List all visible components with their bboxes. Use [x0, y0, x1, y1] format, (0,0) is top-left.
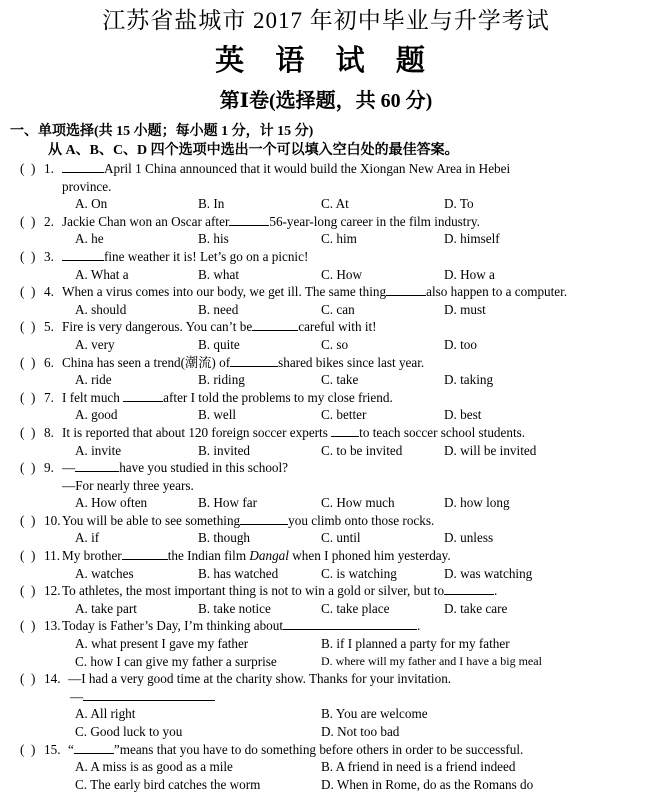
question-11: [20, 547, 648, 582]
question-text: when I phoned him yesterday.: [288, 548, 451, 564]
answer-paren: ( ): [20, 213, 36, 229]
option-d: D. how long: [444, 495, 510, 511]
option-a: A. watches: [75, 565, 134, 581]
option-a: A. invite: [75, 442, 122, 458]
option-a: A. what present I gave my father: [75, 636, 249, 652]
question-12: [20, 582, 648, 617]
option-d: D. best: [444, 407, 482, 423]
option-a: A. How often: [75, 495, 148, 511]
question-2: [20, 213, 648, 248]
option-c: C. take: [321, 372, 359, 388]
question-text: careful with it!: [298, 319, 377, 335]
question-3: [20, 248, 648, 283]
question-text: April 1 China announced that it would build the Xiongan New Area in Hebei: [104, 161, 511, 176]
question-text-continued: —For nearly three years.: [62, 477, 194, 493]
option-d: D. Not too bad: [321, 724, 400, 739]
option-a: A. A miss is as good as a mile: [75, 759, 233, 775]
question-text: It is reported that about 120 foreign soccer experts: [62, 424, 328, 440]
answer-blank: [123, 389, 163, 402]
question-number: 7.: [44, 389, 54, 405]
option-b: B. what: [198, 266, 240, 282]
question-text: you climb onto those rocks.: [288, 512, 435, 528]
question-text: ”means that you have to do something before others in order to be successful.: [113, 741, 524, 757]
option-b: B. need: [198, 301, 239, 317]
question-text: Today is Father’s Day, I’m thinking about: [62, 618, 284, 634]
question-number: 8.: [44, 424, 54, 440]
option-c: C. how I can give my father a surprise: [75, 653, 277, 669]
answer-blank: [75, 459, 119, 472]
option-b: B. You are welcome: [321, 706, 428, 722]
question-text: .: [417, 618, 421, 634]
option-b: B. A friend in need is a friend indeed: [321, 759, 516, 775]
answer-blank: [331, 424, 359, 437]
option-d: D. unless: [444, 530, 494, 546]
option-d: D. too: [444, 336, 477, 352]
film-title: Dangal: [249, 548, 289, 564]
question-number: 1.: [44, 161, 54, 176]
question-text-continued: province.: [62, 178, 112, 194]
question-text: —I had a very good time at the charity show. Thanks for your invitation.: [68, 671, 452, 687]
option-a: A. What a: [75, 266, 129, 282]
question-text: My brother: [62, 548, 122, 564]
question-text: shared bikes since last year.: [278, 354, 425, 370]
answer-blank: [252, 318, 298, 331]
option-c: C. How: [321, 266, 363, 282]
answer-blank: [386, 283, 426, 296]
answer-paren: ( ): [20, 460, 36, 476]
answer-paren: ( ): [20, 548, 36, 564]
option-c: C. better: [321, 407, 367, 423]
answer-paren: ( ): [20, 319, 36, 335]
section-heading: 一、单项选择(共 15 小题；每小题 1 分，计 15 分): [10, 124, 314, 139]
answer-paren: ( ): [20, 284, 36, 300]
answer-paren: ( ): [20, 354, 36, 370]
question-text: after I told the problems to my close friend.: [163, 389, 393, 405]
question-6: [20, 354, 648, 389]
option-c: C. is watching: [321, 565, 397, 581]
question-number: 9.: [44, 460, 54, 476]
option-b: B. if I planned a party for my father: [321, 636, 510, 652]
answer-paren: ( ): [20, 389, 36, 405]
option-c: C. him: [321, 231, 357, 247]
question-number: 15.: [44, 741, 61, 757]
option-c: C. The early bird catches the worm: [75, 776, 261, 792]
answer-paren: ( ): [20, 424, 36, 440]
option-a: A. take part: [75, 600, 137, 616]
question-text: You will be able to see something: [62, 512, 241, 528]
option-b: B. well: [198, 407, 237, 423]
option-b: B. his: [198, 231, 229, 247]
option-d: D. will be invited: [444, 442, 537, 458]
question-number: 10.: [44, 512, 61, 528]
option-a: A. All right: [75, 706, 136, 722]
option-b: B. though: [198, 530, 251, 546]
section-instruction: 从 A、B、C、D 四个选项中选出一个可以填入空白处的最佳答案。: [48, 143, 459, 158]
option-a: A. very: [75, 336, 115, 352]
answer-blank: [62, 248, 104, 261]
answer-blank: [229, 213, 269, 226]
question-text: the Indian film: [167, 548, 250, 564]
option-d: D. How a: [444, 266, 495, 282]
question-number: 4.: [44, 284, 54, 300]
option-d: D. himself: [444, 231, 500, 247]
answer-paren: ( ): [20, 248, 36, 264]
option-d: D. When in Rome, do as the Romans do: [321, 776, 534, 792]
answer-blank: [83, 688, 215, 701]
option-c: C. Good luck to you: [75, 724, 183, 739]
option-b: B. quite: [198, 336, 240, 352]
question-text: I felt much: [62, 389, 120, 405]
option-a: A. On: [75, 196, 108, 212]
answer-blank: [122, 547, 168, 560]
question-5: [20, 318, 648, 353]
question-4: [20, 283, 648, 318]
question-text: China has seen a trend(潮流) of: [62, 354, 231, 370]
question-number: 5.: [44, 319, 54, 335]
option-c: C. At: [321, 196, 349, 212]
answer-paren: ( ): [20, 161, 36, 176]
answer-blank: [74, 741, 114, 754]
question-7: [20, 389, 648, 424]
question-number: 6.: [44, 354, 54, 370]
answer-paren: ( ): [20, 583, 36, 599]
option-a: A. he: [75, 231, 104, 247]
question-list: [20, 160, 648, 793]
question-1: [20, 160, 648, 213]
option-a: A. should: [75, 301, 127, 317]
option-c: C. to be invited: [321, 442, 403, 458]
option-c: C. can: [321, 301, 355, 317]
answer-blank: [240, 512, 288, 525]
option-c: C. until: [321, 530, 361, 546]
answer-blank: [230, 354, 278, 367]
option-b: B. has watched: [198, 565, 279, 581]
option-b: B. invited: [198, 442, 251, 458]
option-d: D. where will my father and I have a big meal: [321, 653, 542, 668]
question-13: [20, 617, 648, 670]
answer-blank: [444, 582, 494, 595]
answer-paren: ( ): [20, 512, 36, 528]
option-a: A. if: [75, 530, 100, 546]
answer-blank: [62, 160, 104, 173]
exam-title: 江苏省盐城市 2017 年初中毕业与升学考试: [102, 8, 550, 33]
question-14: [20, 670, 648, 740]
question-number: 11.: [44, 548, 60, 564]
question-text: have you studied in this school?: [119, 460, 289, 476]
question-text: fine weather it is! Let’s go on a picnic!: [104, 248, 309, 264]
question-text: to teach soccer school students.: [359, 424, 526, 440]
option-c: C. How much: [321, 495, 395, 511]
answer-blank: [283, 617, 417, 630]
question-8: [20, 424, 648, 459]
option-b: B. take notice: [198, 600, 271, 616]
option-b: B. How far: [198, 495, 257, 511]
answer-paren: ( ): [20, 618, 36, 634]
question-10: [20, 512, 648, 547]
question-number: 12.: [44, 583, 61, 599]
volume-title: 第Ⅰ卷(选择题，共 60 分): [219, 90, 433, 112]
option-a: A. good: [75, 407, 118, 423]
option-a: A. ride: [75, 372, 112, 388]
question-number: 13.: [44, 618, 61, 634]
question-number: 14.: [44, 671, 61, 687]
question-text: When a virus comes into our body, we get ill. The same thing: [62, 284, 387, 300]
question-number: 3.: [44, 248, 54, 264]
question-text: .: [494, 583, 498, 599]
answer-paren: ( ): [20, 671, 36, 687]
question-text-continued: —: [70, 688, 84, 704]
option-d: D. must: [444, 301, 486, 317]
question-text: also happen to a computer.: [426, 284, 568, 300]
question-15: [20, 741, 648, 794]
question-number: 2.: [44, 213, 54, 229]
subject-title: 英 语 试 题: [215, 45, 437, 77]
option-b: B. In: [198, 196, 225, 212]
answer-paren: ( ): [20, 741, 36, 757]
question-text: 56-year-long career in the film industry.: [269, 213, 480, 229]
option-d: D. taking: [444, 372, 494, 388]
question-text: Jackie Chan won an Oscar after: [62, 213, 230, 229]
option-c: C. take place: [321, 600, 390, 616]
question-text: To athletes, the most important thing is not to win a gold or silver, but to: [62, 583, 445, 599]
question-9: [20, 459, 648, 512]
option-b: B. riding: [198, 372, 245, 388]
question-text: —: [62, 460, 76, 476]
option-d: D. was watching: [444, 565, 533, 581]
option-c: C. so: [321, 336, 349, 352]
option-d: D. take care: [444, 600, 508, 616]
question-text: “: [68, 741, 74, 757]
option-d: D. To: [444, 196, 474, 212]
question-text: Fire is very dangerous. You can’t be: [62, 319, 253, 335]
